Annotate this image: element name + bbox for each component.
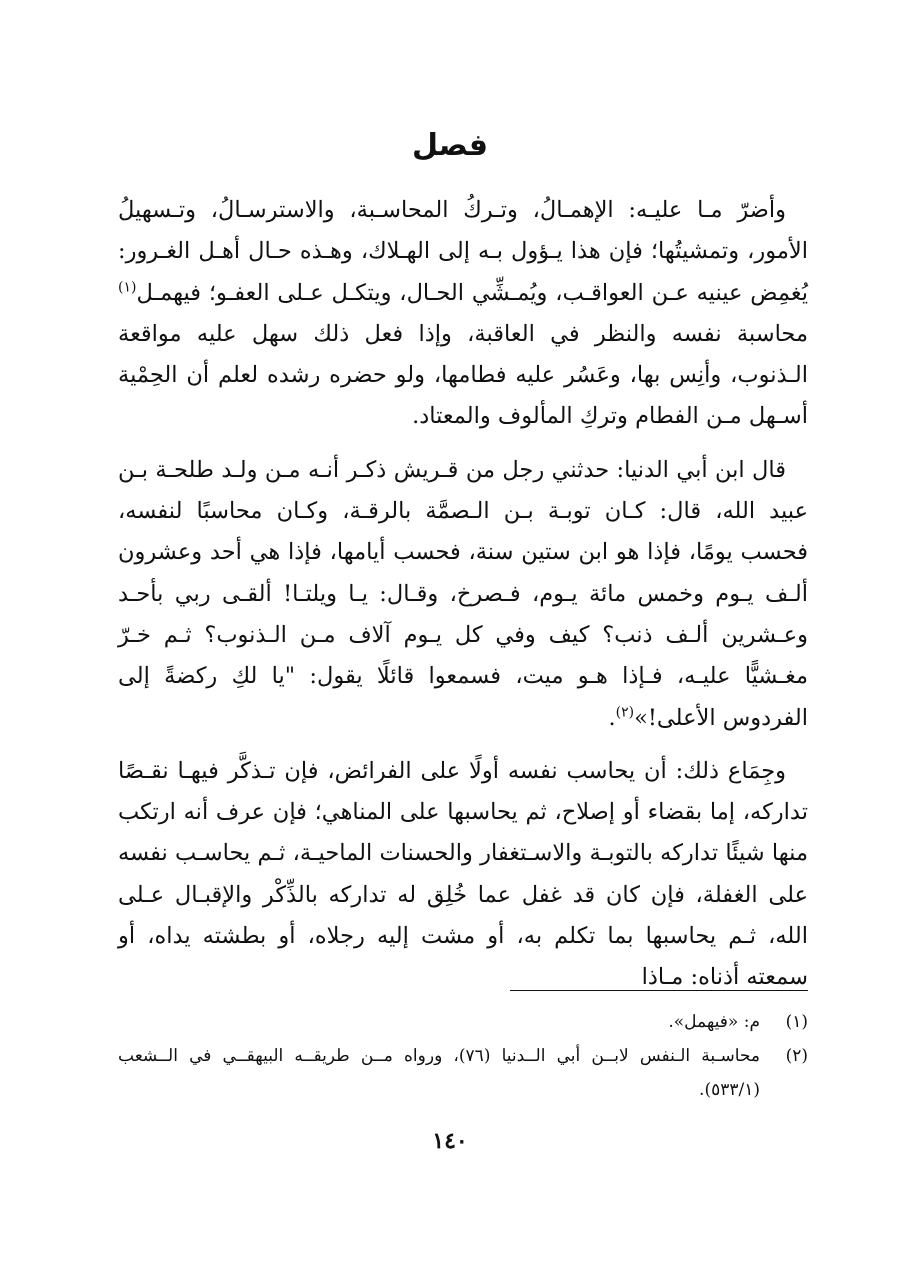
footnote-2 xyxy=(118,1039,808,1107)
main-text xyxy=(118,190,808,1011)
footnote-ref-2[interactable]: (٢) xyxy=(615,704,635,721)
chapter-title: فصل xyxy=(412,128,488,163)
footnote-ref-1[interactable]: (١) xyxy=(118,279,137,296)
footnotes xyxy=(118,1005,808,1107)
paragraph-1-text-b: محاسبة نفسه والنظر في العاقبة، وإذا فعل ذلك سهل عليه مواقعة الـذنوب، وأنِس بها، وعَسُر عليه فطامها، ولو حضره رشده لعلم أن الحِمْية أسـهل مـن الفطام وتركِ المألوف والمعتاد. xyxy=(118,320,808,430)
paragraph-3-text-a: وجِمَاع ذلك: أن يحاسب نفسه أولًا على الفرائض، فإن تـذكَّر فيهـا نقـصًا تداركه، إما بقضاء أو إصلاح، ثم يحاسبها على المناهي؛ فإن عرف أنه ارتكب منها شيئًا تداركه بالتوبـة والاسـتغفار والحسنات الماحيـة، ثـم يحاسـب نفسه على الغفلة، فإن كان قد غفل عما خُلِق له تداركه بالذِّكْر والإقبـال عـلى الله، ثـم يحاسبها بما تكلم به، أو مشت إليه رجلاه، أو بطشته يداه، أو سمعته أذناه: مـاذا xyxy=(118,757,808,991)
footnote-divider xyxy=(510,990,808,991)
footnote-1-number: (١) xyxy=(785,1012,808,1032)
paragraph-1-text-a: وأضرّ مـا عليـه: الإهمـالُ، وتـركُ المحاسـبة، والاسترسـالُ، وتـسهيلُ الأمور، وتمشيتُها؛ فإن هذا يـؤول بـه إلى الهـلاك، وهـذه حـال أهـل الغـرور: يُغمِض عينيه عـن العواقـب، ويُمـشِّي الحـال، ويتكـل عـلى العفـو؛ فيهمـل xyxy=(118,197,808,306)
footnote-2-number: (٢) xyxy=(785,1046,808,1066)
footnote-1 xyxy=(118,1005,808,1039)
footnote-2-text: محاسـبة الـنفس لابــن أبي الــدنيا (٧٦)، ورواه مــن طريقــه البيهقــي في الــشعب (٥٣٣/١). xyxy=(118,1046,760,1100)
page-number: ١٤٠ xyxy=(432,1128,468,1154)
paragraph-2-text-a: قال ابن أبي الدنيا: حدثني رجل من قـريش ذكـر أنـه مـن ولـد طلحـة بـن عبيد الله، قال: كـان توبـة بـن الـصمَّة بالرقـة، وكـان محاسبًا لنفسه، فحسب يومًا، فإذا هو ابن ستين سنة، فحسب أيامها، فإذا هي أحد وعشرون ألـف يـوم وخمس مائة يـوم، فـصرخ، وقـال: يـا ويلتـا! ألقـى ربي بأحـد وعـشرين ألـف ذنب؟ كيف وفي كل يـوم آلاف مـن الـذنوب؟ ثـم خـرّ مغـشيًّا عليـه، فـإذا هـو ميت، فسمعوا قائلًا يقول: "يا لكِ ركضةً إلى الفردوس الأعلى!» xyxy=(118,456,808,731)
paragraph-1 xyxy=(118,190,808,438)
paragraph-3 xyxy=(118,751,808,999)
paragraph-2-text-b: . xyxy=(608,704,616,731)
footnote-1-text: م: «فيهمل». xyxy=(668,1012,760,1032)
paragraph-2 xyxy=(118,450,808,739)
